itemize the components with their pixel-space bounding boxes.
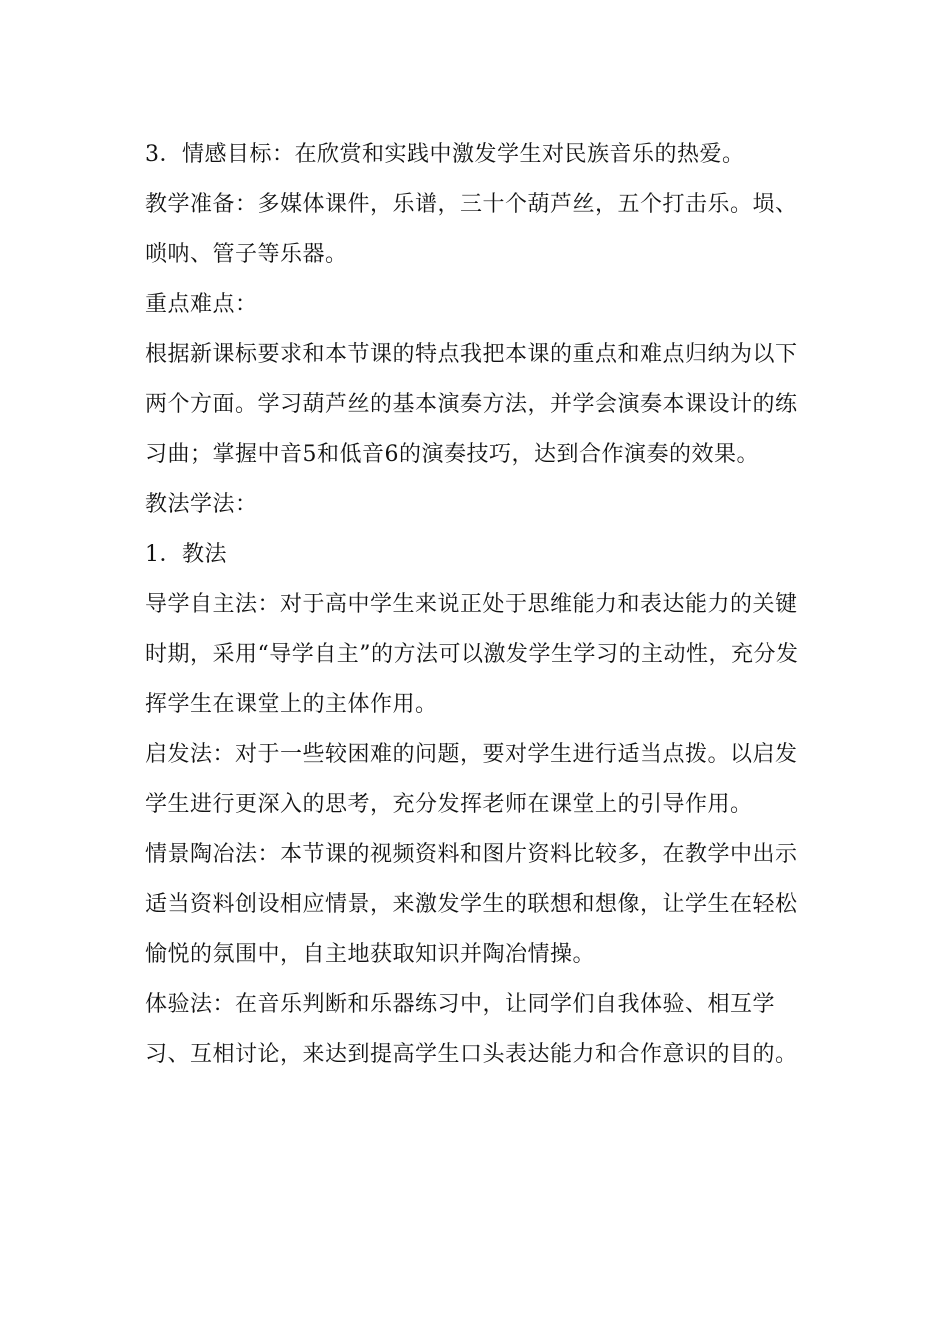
- heading-key-difficulties: 重点难点：: [145, 292, 258, 317]
- paragraph-teaching-preparation: 教学准备：多媒体课件，乐谱，三十个葫芦丝，五个打击乐。埙、唢呐、管子等乐器。: [145, 192, 798, 267]
- subheading-teaching-method: 1．教法: [145, 542, 227, 567]
- document-body: [145, 130, 810, 1080]
- paragraph-situational-method: 情景陶冶法：本节课的视频资料和图片资料比较多，在教学中出示适当资料创设相应情景，来激发学生的联想和想像，让学生在轻松愉悦的氛围中，自主地获取知识并陶冶情操。: [145, 842, 798, 967]
- heading-teaching-methods: 教法学法：: [145, 492, 258, 517]
- paragraph-key-difficulties: 根据新课标要求和本节课的特点我把本课的重点和难点归纳为以下两个方面。学习葫芦丝的基本演奏方法，并学会演奏本课设计的练习曲；掌握中音5和低音6的演奏技巧，达到合作演奏的效果。: [145, 342, 798, 467]
- paragraph-guided-autonomy: 导学自主法：对于高中学生来说正处于思维能力和表达能力的关键时期，采用“导学自主”的方法可以激发学生学习的主动性，充分发挥学生在课堂上的主体作用。: [145, 592, 799, 717]
- paragraph-experience-method: 体验法：在音乐判断和乐器练习中，让同学们自我体验、相互学习、互相讨论，来达到提高学生口头表达能力和合作意识的目的。: [145, 992, 798, 1067]
- paragraph-heuristic-method: 启发法：对于一些较困难的问题，要对学生进行适当点拨。以启发学生进行更深入的思考，充分发挥老师在课堂上的引导作用。: [145, 742, 798, 817]
- paragraph-emotional-goal: 3．情感目标：在欣赏和实践中激发学生对民族音乐的热爱。: [145, 142, 745, 167]
